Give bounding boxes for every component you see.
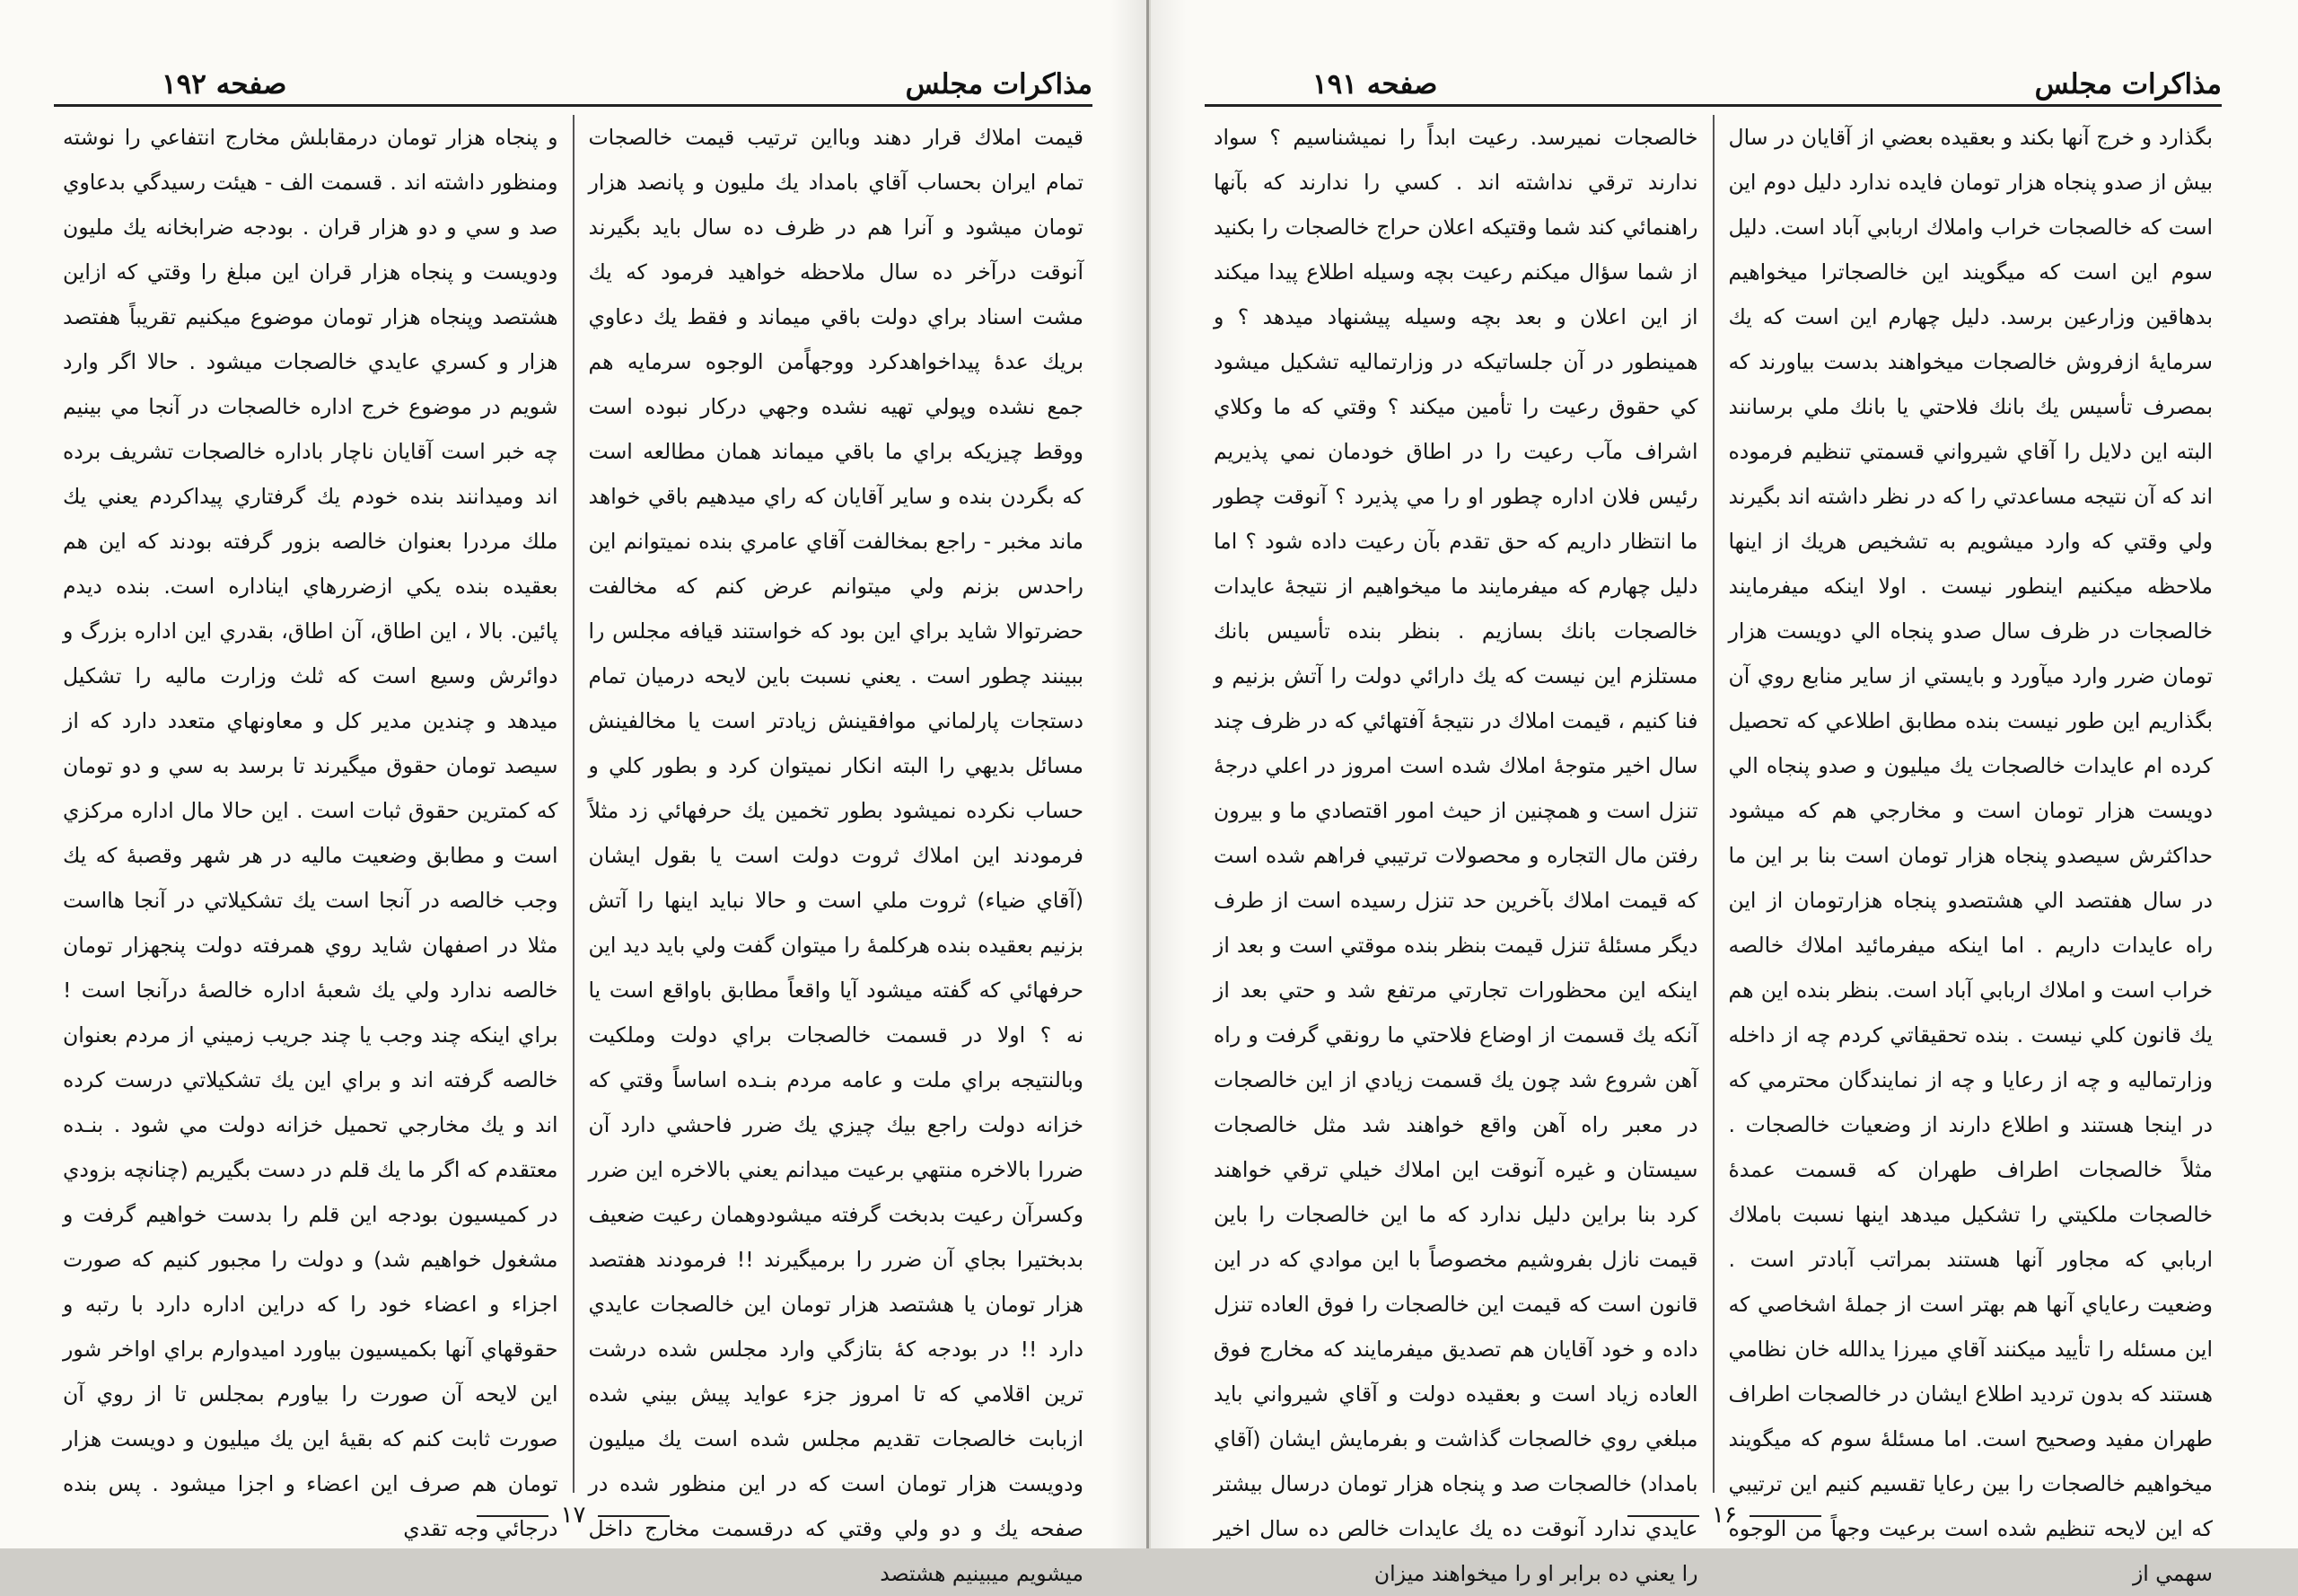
page-number-footer: ۱۷ [560,1502,586,1529]
column-text: بگذارد و خرج آنها بكند و بعقيده بعضي از آقايان در سال بيش از صدو پنجاه هزار تومان فايده ندارد دليل دوم اين است كه خالصجات خراب واملاك اربابي آباد است. دليل سوم اين است كه ميگويند اين خالصجاترا ميخواهيم بدهاقين وزارعين برسد. دليل چهارم اين است كه يك سرمايهٔ ازفروش خالصجات ميخواهند بدست بياورند كه بمصرف تأسيس يك بانك فلاحتي يا بانك ملي برسانند البته اين دلايل را آقاي شيرواني قسمتي تنظيم فرموده اند كه آن نتيجه مساعدتي را كه در نظر داشته اند بگيرند ولي وقتي كه وارد ميشويم به تشخيص هريك از اينها ملاحظه ميكنيم اينطور نيست . اولا اينكه ميفرمايند خالصجات در ظرف سال صدو پنجاه الي دويست هزار تومان ضرر وارد ميآورد و بايستي از ساير منابع روي آن بگذاريم اين طور نيست بنده مطابق اطلاعي كه تحصيل كرده ام عايدات خالصجات يك ميليون و صدو پنجاه الي دويست هزار تومان است و مخارجي هم كه ميشود حداكثرش سيصدو پنجاه هزار تومان است بنا بر اين ما در سال هفتصد الي هشتصدو پنجاه هزارتومان از اين راه عايدات داريم . اما اينكه ميفرمائيد املاك خالصه خراب است و املاك اربابي آباد است. بنظر بنده اين هم يك قانون كلي نيست . بنده تحقيقاتي كردم چه از داخله وزارتماليه و چه از رعايا و چه از نمايندگان محترمي كه در اينجا هستند و اطلاع دارند از وضعيات خالصجات . مثلاً خالصجات اطراف طهران كه قسمت عمدهٔ خالصجات ملكيتي را تشكيل ميدهد اينها نسبت باملاك اربابي كه مجاور آنها هستند بمراتب آبادتر است . وضعيت رعاياي آنها هم بهتر است از جملهٔ اشخاصي كه اين مسئله را تأييد ميكنند آقاي ميرزا يدالله خان نظامي هستند كه بدون ترديد اطلاع ايشان در خالصجات اطراف طهران مفيد وصحيح است. اما مسئلهٔ سوم كه ميگويند ميخواهيم خالصجات را بين رعايا تقسيم كنيم اين ترتيبي كه اين لايحه تنظيم شده است برعيت وجهاً من الوجوه سهمي از [1728,125,2213,1586]
left-page [0,0,1149,1586]
header-rule [1205,104,2222,107]
right-page-header [1205,52,2222,101]
page-number-header: صفحه ۱۹۱ [1312,68,1438,101]
running-title: مذاكرات مجلس [905,68,1092,101]
column-text: خالصجات نميرسد. رعيت ابداً را نميشناسيم ؟ سواد ندارند ترقي نداشته اند . كسي را ندارند كه بآنها راهنمائي كند شما وقتيكه اعلان حراج خالصجات را بكنيد از شما سؤال ميكنم رعيت بچه وسيله اطلاع پيدا ميكند از اين اعلان و بعد بچه وسيله پيشنهاد ميدهد ؟ و همينطور در آن جلساتيكه در وزارتماليه تشكيل ميشود كي حقوق رعيت را تأمين ميكند ؟ وقتي كه ما وكلاي اشراف مآب رعيت را در اطاق خودمان نمي پذيريم رئيس فلان اداره چطور او را مي پذيرد ؟ آنوقت چطور ما انتظار داريم كه حق تقدم بآن رعيت داده شود ؟ اما دليل چهارم كه ميفرمايند ما ميخواهيم از نتيجهٔ عايدات خالصجات بانك بسازيم . بنظر بنده تأسيس بانك مستلزم اين نيست كه يك دارائي دولت را آتش بزنيم و فنا كنيم ، قيمت املاك در نتيجهٔ آفتهائي كه در ظرف چند سال اخير متوجهٔ املاك شده است امروز در اعلي درجهٔ تنزل است و همچنين از حيث امور اقتصادي ما و بيرون رفتن مال التجاره و محصولات ترتيبي فراهم شده است كه قيمت املاك بآخرين حد تنزل رسيده است از طرف ديگر مسئلهٔ تنزل قيمت بنظر بنده موقتي است و بعد از اينكه اين محظورات تجارتي مرتفع شد و حتي بعد از آنكه يك قسمت از اوضاع فلاحتي ما رونقي گرفت و راه آهن شروع شد چون يك قسمت زيادي از اين خالصجات در معبر راه آهن واقع خواهند شد مثل خالصجات سيستان و غيره آنوقت اين املاك خيلي ترقي خواهند كرد بنا براين دليل ندارد كه ما اين خالصجات را باين قيمت نازل بفروشيم مخصوصاً با اين موادي كه در اين قانون است كه قيمت اين خالصجات را فوق العاده تنزل داده و خود آقايان هم تصديق ميفرمايند كه مخارج فوق العاده زياد است و بعقيده دولت و آقاي شيرواني بايد مبلغي روي خالصجات گذاشت و بفرمايش ايشان (آقاي بامداد) خالصجات صد و پنجاه هزار تومان درسال بيشتر عايدي ندارد آنوقت ده يك عايدات خالص ده سال اخير را يعني ده برابر او را ميخواهند ميزان [1214,125,1698,1586]
page-footer [1151,1502,2298,1529]
header-rule [54,104,1092,107]
left-page-header [54,52,1092,101]
column-divider [1713,115,1715,1493]
text-column-right [580,115,1093,1586]
page-number-header: صفحه ۱۹۲ [162,68,287,101]
column-divider [573,115,574,1493]
running-title: مذاكرات مجلس [2034,68,2222,101]
page-footer [0,1502,1146,1529]
right-page [1149,0,2298,1586]
text-column-left [1205,115,1707,1586]
page-number-footer: ۱۶ [1712,1502,1737,1529]
text-column-left [54,115,567,1541]
column-text: قيمت املاك قرار دهند وبااين ترتيب قيمت خالصجات تمام ايران بحساب آقاي بامداد يك مليون و پانصد هزار تومان ميشود و آنرا هم در ظرف ده سال بايد بگيرند آنوقت درآخر ده سال ملاحظه خواهيد فرمود كه يك مشت اسناد براي دولت باقي ميماند و فقط يك دعاوي بريك عدهٔ پيداخواهدكرد ووجهاًمن الوجوه سرمايه هم جمع نشده وپولي تهيه نشده وجهي دركار نبوده است ووقط چيزيكه براي ما باقي ميماند همان مطالعه است كه بگردن بنده و ساير آقايان كه راي ميدهيم باقي خواهد ماند مخبر - راجع بمخالفت آقاي عامري بنده نميتوانم اين راحدس بزنم ولي ميتوانم عرض كنم كه مخالفت حضرتوالا شايد براي اين بود كه خواستند قيافه مجلس را ببينند چطور است . يعني نسبت باين لايحه درميان تمام دستجات پارلماني موافقينش زيادتر است يا مخالفينش مسائل بديهي را البته انكار نميتوان كرد و بطور كلي و حساب نكرده نميشود بطور تخمين يك حرفهائي زد مثلاً فرمودند اين املاك ثروت دولت است يا بقول ايشان (آقاي ضياء) ثروت ملي است و حالا نبايد اينها را آتش بزنيم بعقيده بنده هركلمهٔ را ميتوان گفت ولي بايد ديد اين حرفهائي كه گفته ميشود آيا واقعاً مطابق باواقع است يا نه ؟ اولا در قسمت خالصجات براي دولت وملكيت وبالنتيجه براي ملت و عامه مردم بنـده اساساً وقتي كه خزانه دولت راجع بيك چيزي يك ضرر فاحشي دارد آن ضررا بالاخره منتهي برعيت ميدانم يعني بالاخره اين ضرر وكسرآن رعيت بدبخت گرفته ميشودوهمان رعيت ضعيف بدبختيرا بجاي آن ضرر را برميگيرند !! فرمودند هفتصد هزار تومان يا هشتصد هزار تومان اين خالصجات عايدي دارد !! در بودجه كهٔ بتازگي وارد مجلس شده درشت ترين اقلامي كه تا امروز جزء عوايد پيش بيني شده ازبابت خالصجات تقديم مجلس شده است يك ميليون ودويست هزار تومان است كه در اين منظور شده در صفحه يك و دو ولي وقتي كه درقسمت مخارج داخل ميشويم ميبينيم هشتصد [588,125,1083,1586]
column-text: و پنجاه هزار تومان درمقابلش مخارج انتفاعي را نوشته ومنظور داشته اند . قسمت الف - هيئت رسيدگي بدعاوي صد و سي و دو هزار قران . بودجه ضرابخانه يك مليون ودويست و پنجاه هزار قران اين مبلغ را وقتي كه ازاين هشتصد وپنجاه هزار تومان موضوع ميكنيم تقريباً هفتصد هزار و كسري عايدي خالصجات ميشود . حالا اگر وارد شويم در موضوع خرج اداره خالصجات در آنجا مي بينيم چه خبر است آقايان ناچار باداره خالصجات تشريف برده اند وميدانند بنده خودم يك گرفتاري پيداكردم يعني يك ملك مردرا بعنوان خالصه بزور گرفته بودند كه اين هم بعقيده بنده يكي ازضررهاي ايناداره است. بنده ديدم پائين. بالا ، اين اطاق، آن اطاق، بقدري اين اداره بزرگ و دوائرش وسيع است كه ثلث وزارت ماليه را تشكيل ميدهد و چندين مدير كل و معاونهاي متعدد دارد كه از سيصد تومان حقوق ميگيرند تا برسد به سي و دو تومان كه كمترين حقوق ثبات است . اين حالا مال اداره مركزي است و مطابق وضعيت ماليه در هر شهر وقصبهٔ كه يك وجب خالصه در آنجا است يك تشكيلاتي در آنجا هااست مثلا در اصفهان شايد روي همرفته دولت پنجهزار تومان خالصه ندارد ولي يك شعبهٔ اداره خالصهٔ درآنجا است ! براي اينكه چند وجب يا چند جريب زميني از مردم بعنوان خالصه گرفته اند و براي اين يك تشكيلاتي درست كرده اند و يك مخارجي تحميل خزانه دولت مي شود . بنـده معتقدم كه اگر ما يك قلم در دست بگيريم (چنانچه بزودي در كميسيون بودجه اين قلم را بدست خواهيم گرفت و مشغول خواهيم شد) و دولت را مجبور كنيم كه صورت اجزاء و اعضاء خود را كه دراين اداره دارد با رتبه و حقوقهاي آنها بكميسيون بياورد اميدوارم براي اواخر شور اين لايحه آن صورت را بياورم بمجلس تا از روي آن صورت ثابت كنم كه بقيهٔ اين يك ميليون و دويست هزار تومان هم صرف اين اعضاء و اجزا ميشود . پس بنده درجائي وجه تقدي [63,125,558,1541]
